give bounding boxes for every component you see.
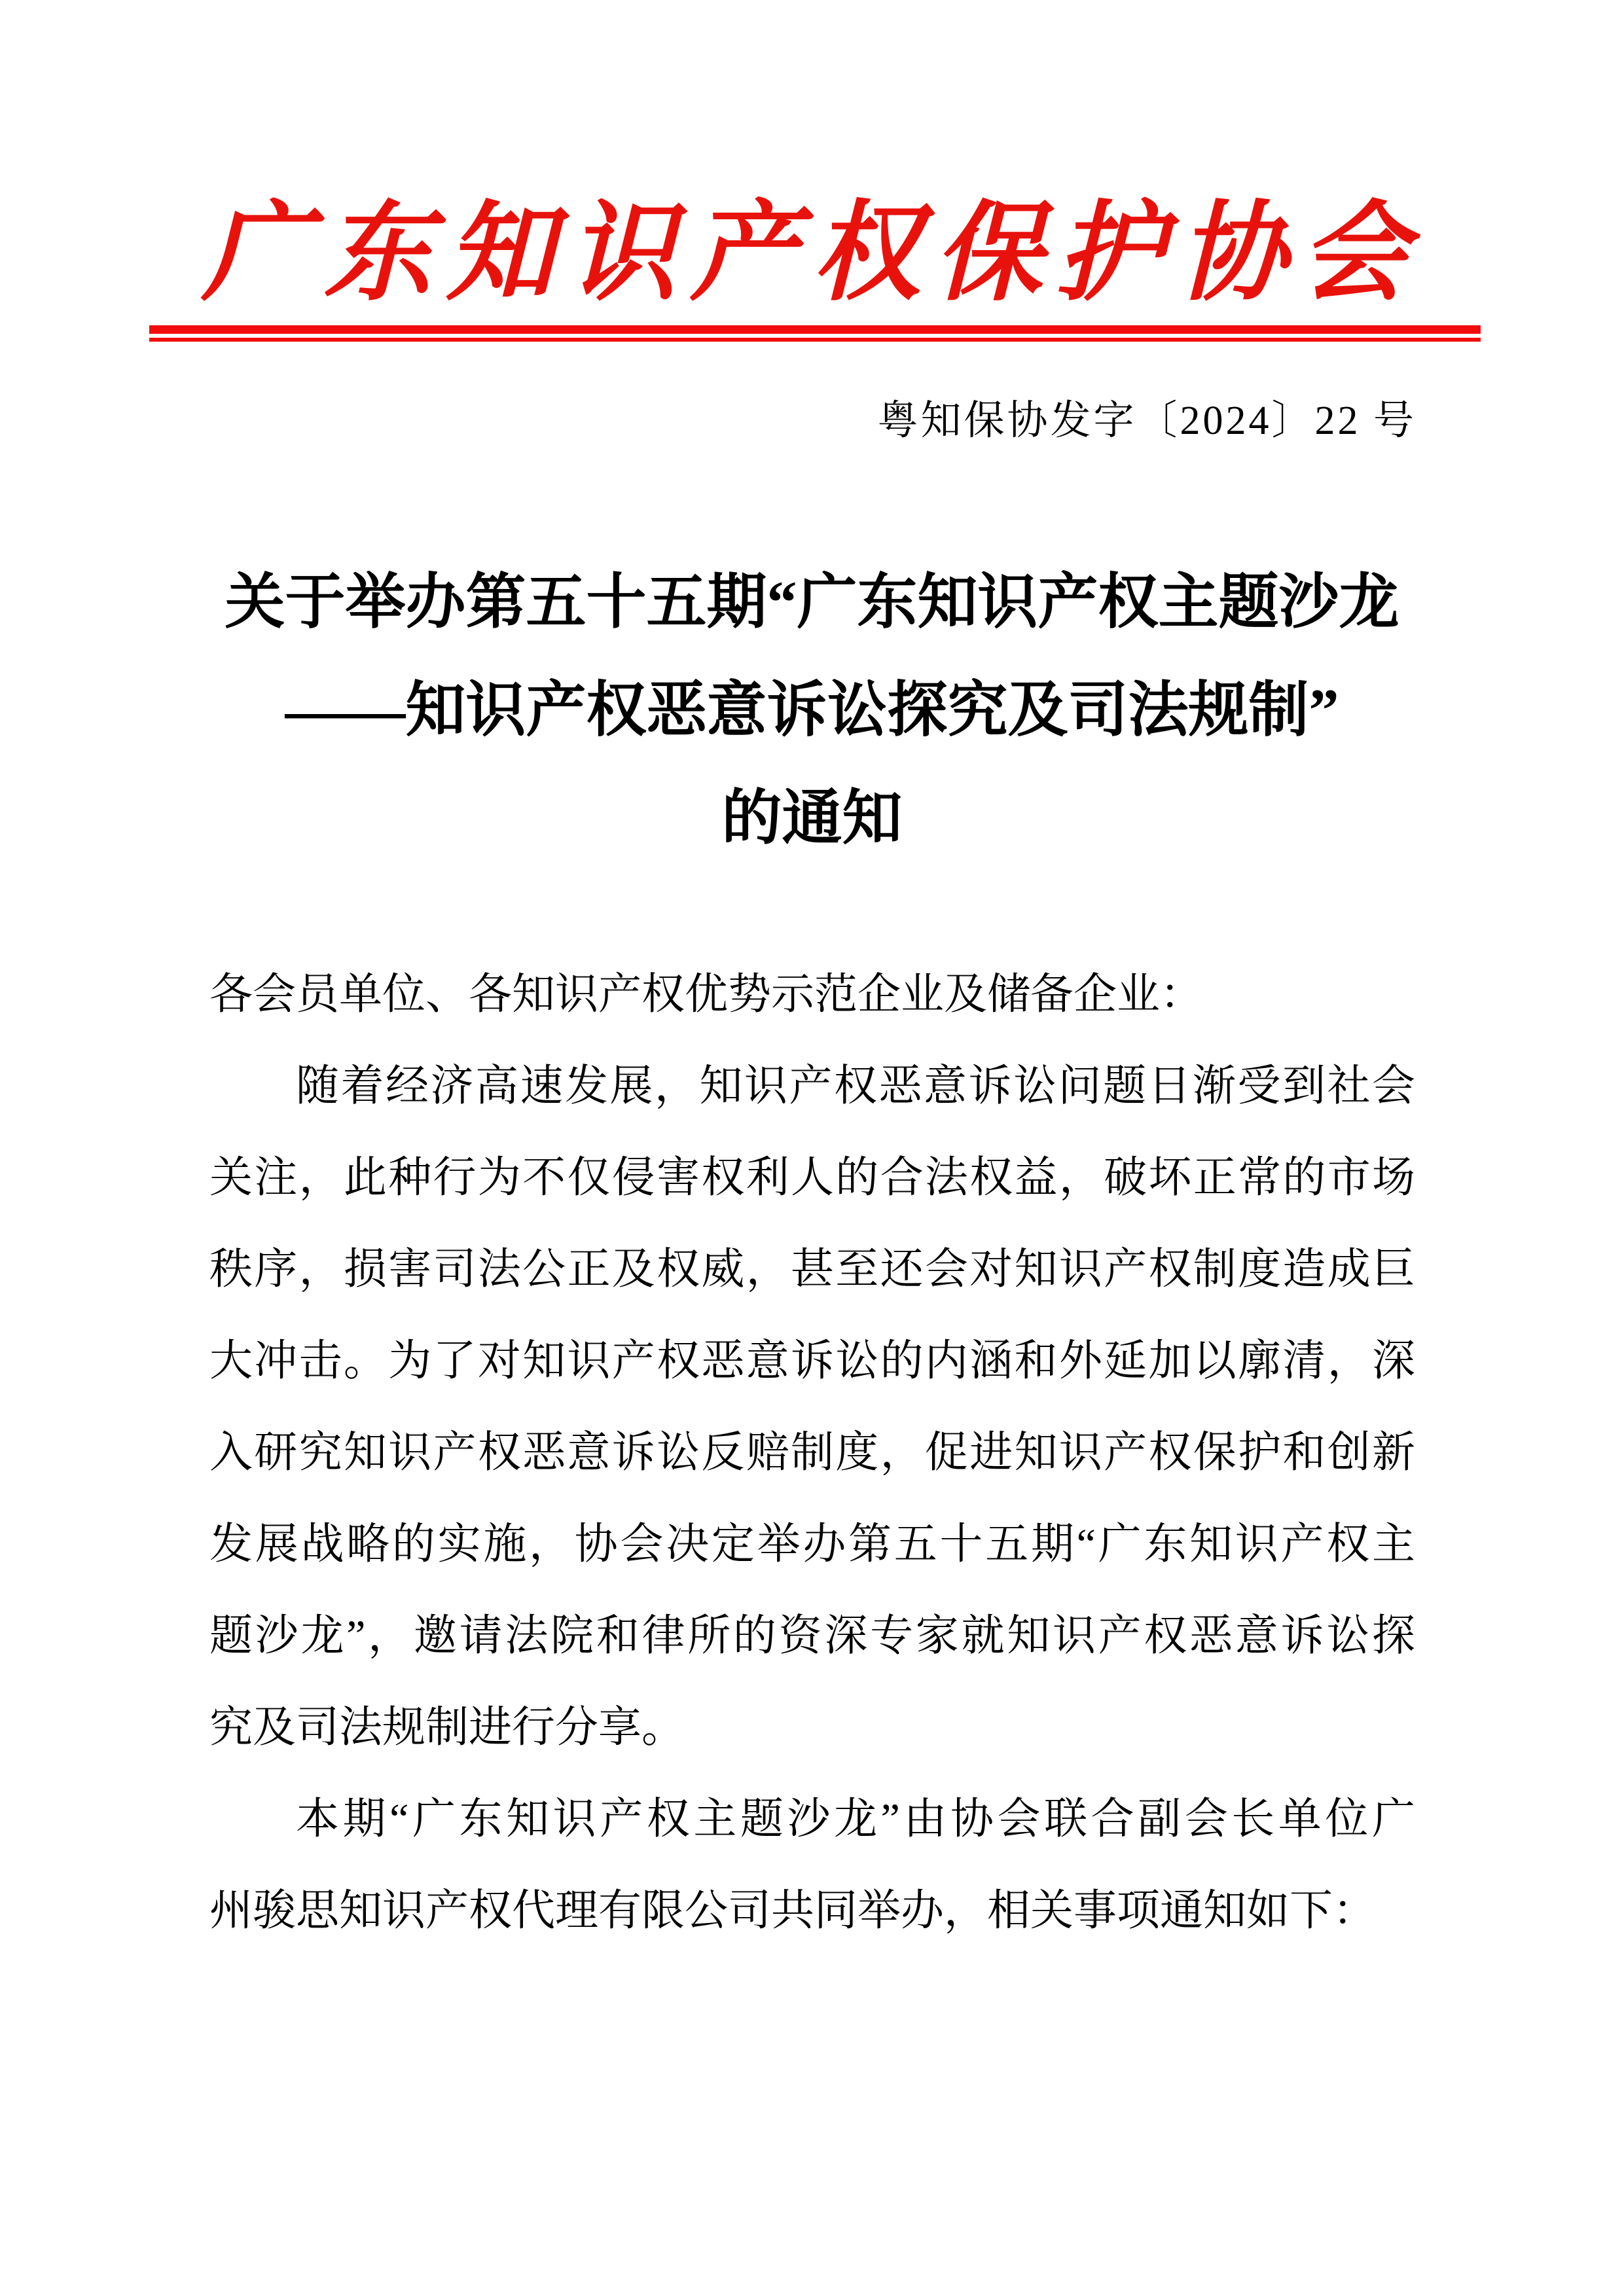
title-line-3: 的通知 <box>721 785 903 852</box>
letterhead-org-name: 广东知识产权保护协会 <box>202 194 1422 314</box>
title-line-2: ——知识产权恶意诉讼探究及司法规制” <box>285 677 1339 744</box>
body-line: 州骏思知识产权代理有限公司共同举办，相关事项通知如下： <box>209 1887 1376 1935</box>
letterhead-rule-thick <box>149 325 1481 334</box>
body-line: 本期“广东知识产权主题沙龙”由协会联合副会长单位广 <box>296 1795 1415 1843</box>
body-line: 大冲击。为了对知识产权恶意诉讼的内涵和外延加以廓清，深 <box>209 1337 1415 1385</box>
notice-body <box>209 949 1415 1957</box>
salutation: 各会员单位、各知识产权优势示范企业及储备企业： <box>209 971 1203 1018</box>
paragraph-1 <box>209 1041 1415 1774</box>
body-line: 秩序，损害司法公正及权威，甚至还会对知识产权制度造成巨 <box>209 1246 1415 1293</box>
body-line: 发展战略的实施，协会决定举办第五十五期“广东知识产权主 <box>209 1520 1415 1568</box>
body-line: 入研究知识产权恶意诉讼反赔制度，促进知识产权保护和创新 <box>209 1429 1415 1477</box>
letterhead-rule-thin <box>149 338 1481 342</box>
body-line: 究及司法规制进行分享。 <box>209 1704 685 1751</box>
notice-title <box>0 548 1624 872</box>
doc-number: 粤知保协发字〔2024〕22 号 <box>877 399 1416 443</box>
body-line: 随着经济高速发展，知识产权恶意诉讼问题日渐受到社会 <box>296 1062 1415 1110</box>
paragraph-2 <box>209 1774 1415 1957</box>
body-line: 关注，此种行为不仅侵害权利人的合法权益，破坏正常的市场 <box>209 1154 1415 1202</box>
body-line: 题沙龙”，邀请法院和律所的资深专家就知识产权恶意诉讼探 <box>209 1612 1415 1660</box>
title-line-1: 关于举办第五十五期“广东知识产权主题沙龙 <box>225 569 1399 636</box>
